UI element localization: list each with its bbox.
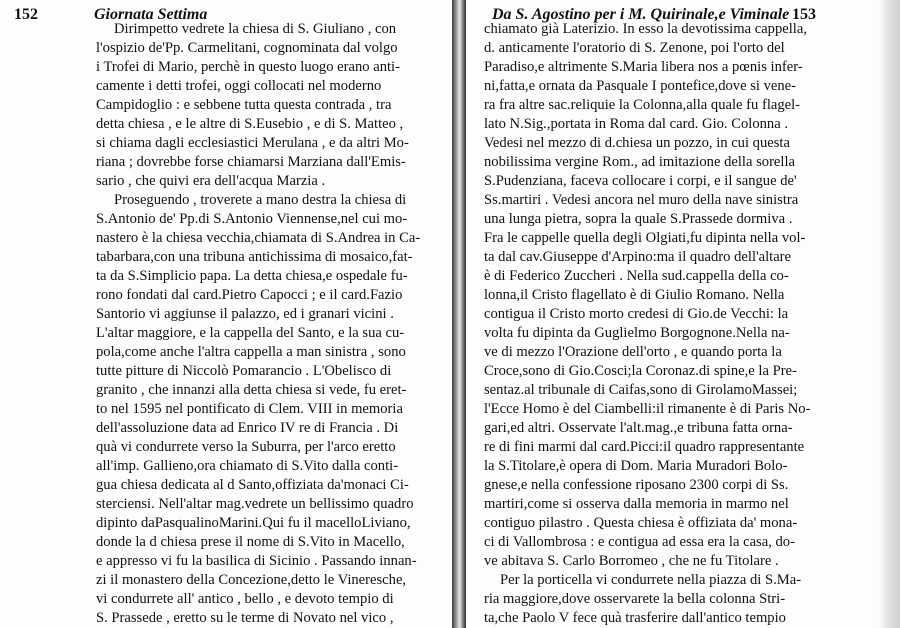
text-line: ni,fatta,e ornata da Pasquale I pontefice,dove si vene- — [484, 78, 797, 94]
text-line: riana ; dovrebbe forse chiamarsi Marziana dall'Emis- — [96, 154, 406, 170]
text-line: Santorio vi aggiunse il palazzo, ed i granari vicini . — [96, 306, 394, 322]
text-line: Paradiso,e altrimente S.Maria libera nos a pœnis infer- — [484, 59, 803, 75]
text-line: Fra le cappelle quella degli Olgiati,fu dipinta nella vol- — [484, 230, 806, 246]
text-line: camente i detti trofei, oggi collocati nel moderno — [96, 78, 382, 94]
text-line: donde la d chiesa prese il nome di S.Vito in Macello, — [96, 534, 405, 550]
text-line: S. Prassede , eretto su le terme di Novato nel vico , — [96, 610, 394, 626]
text-line: all'imp. Gallieno,ora chiamato di S.Vito dalla conti- — [96, 458, 399, 474]
text-line: S.Antonio de' Pp.di S.Antonio Viennense,nel cui mo- — [96, 211, 408, 227]
text-line: Proseguendo , troverete a mano destra la chiesa di — [114, 192, 407, 208]
right-page — [466, 0, 900, 628]
text-line: Dirimpetto vedrete la chiesa di S. Giuliano , con — [114, 21, 397, 37]
text-line: l'ospizio de'Pp. Carmelitani, cognominata dal volgo — [96, 40, 398, 56]
text-line: dipinto daPasqualinoMarini.Qui fu il macelloLiviano, — [96, 515, 411, 531]
text-line: si chiama dagli ecclesiastici Merulana , e da altri Mo- — [96, 135, 409, 151]
text-line: sterciensi. Nell'altar mag.vedrete un bellissimo quadro — [96, 496, 414, 512]
text-line: dell'assoluzione data ad Enrico IV re di Francia . Di — [96, 420, 399, 436]
text-line: Ss.martiri . Vedesi ancora nel muro della nave sinistra — [484, 192, 799, 208]
text-line: pola,come anche l'altra cappella a man sinistra , sono — [96, 344, 406, 360]
text-line: zi il monastero della Concezione,detto le Vineresche, — [96, 572, 407, 588]
text-line: Per la porticella vi condurrete nella piazza di S.Ma- — [500, 572, 802, 588]
text-line: detta chiesa , e le altre di S.Eusebio , e di S. Matteo , — [96, 116, 404, 132]
right-page-body — [484, 20, 810, 628]
text-line: sentaz.al tribunale di Caifas,sono di GirolamoMassei; — [484, 382, 798, 398]
text-line: to nel 1595 nel pontificato di Clem. VIII in memoria — [96, 401, 403, 417]
text-line: ra fra altre sac.reliquie la Colonna,alla quale fu flagel- — [484, 97, 801, 113]
text-line: Croce,sono di Gio.Cosci;la Coronaz.di spine,e la Pre- — [484, 363, 797, 379]
text-line: tutte pitture di Niccolò Pomarancio . L'Obelisco di — [96, 363, 392, 379]
right-running-title: Da S. Agostino per i M. Quirinale,e Viminale — [492, 6, 790, 23]
text-line: la S.Titolare,è opera di Dom. Maria Muradori Bolo- — [484, 458, 788, 474]
text-line: granito , che innanzi alla detta chiesa si vede, fu eret- — [96, 382, 407, 398]
text-line: rono fondati dal card.Pietro Capocci ; e il card.Fazio — [96, 287, 403, 303]
text-line: ci di Vallombrosa : e contigua ad essa era la casa, do- — [484, 534, 795, 550]
text-line: tabarbara,con una tribuna antichissima di mosaico,fat- — [96, 249, 413, 265]
text-line: ta,che Paolo V fece quà trasferire dall'antico tempio — [484, 610, 786, 626]
text-line: gari,ed altri. Osservate l'alt.mag.,e tribuna fatta orna- — [484, 420, 793, 436]
text-line: chiamato già Laterizio. In esso la devotissima cappella, — [484, 21, 807, 37]
text-line: Campidoglio : e sebbene tutta questa contrada , tra — [96, 97, 392, 113]
text-line: martiri,come si osserva dalla memoria in marmo nel — [484, 496, 789, 512]
text-line: lonna,il Cristo flagellato è di Giulio Romano. Nella — [484, 287, 785, 303]
right-page-number: 153 — [792, 6, 816, 23]
text-line: ve abitava S. Carlo Borromeo , che ne fu Titolare . — [484, 553, 779, 569]
text-line: e appresso vi fu la basilica di Sicinio . Passando innan- — [96, 553, 417, 569]
text-line: d. anticamente l'oratorio di S. Zenone, poi l'orto del — [484, 40, 785, 56]
text-line: l'Ecce Homo è del Ciambelli:il rimanente è di Paris No- — [484, 401, 811, 417]
text-line: i Trofei di Mario, perchè in questo luogo erano anti- — [96, 59, 400, 75]
text-line: ta da S.Simplicio papa. La detta chiesa,e ospedale fu- — [96, 268, 408, 284]
page-right-edge — [878, 0, 900, 628]
text-line: gua chiesa dedicata al d Santo,offiziata da'monaci Ci- — [96, 477, 409, 493]
left-page-body — [96, 20, 420, 628]
text-line: Vedesi nel mezzo di d.chiesa un pozzo, in cui questa — [484, 135, 790, 151]
text-line: re di fini marmi dal card.Picci:il quadro rappresentante — [484, 439, 805, 455]
text-line: S.Pudenziana, faceva collocare i corpi, e il sangue de' — [484, 173, 797, 189]
text-line: ta dal cav.Giuseppe d'Arpino:ma il quadro dell'altare — [484, 249, 792, 265]
book-gutter — [452, 0, 466, 628]
left-page-number: 152 — [14, 6, 38, 23]
text-line: ve di mezzo l'Orazione dell'orto , e quando porta la — [484, 344, 782, 360]
text-line: è di Federico Zuccheri . Nella sud.cappella della co- — [484, 268, 789, 284]
text-line: sario , che quivi era dell'acqua Marzia . — [96, 173, 326, 189]
text-line: nobilissima vergine Rom., ad imitazione della sorella — [484, 154, 795, 170]
text-line: lato N.Sig.,portata in Roma dal card. Gio. Colonna . — [484, 116, 788, 132]
text-line: contiguo pilastro . Questa chiesa è offiziata da' mona- — [484, 515, 798, 531]
text-line: una lunga pietra, sopra la quale S.Prassede dormiva . — [484, 211, 793, 227]
text-line: contigua il Cristo morto credesi di Gio.de Vecchi: la — [484, 306, 789, 322]
text-line: ria maggiore,dove osservarete la bella colonna Stri- — [484, 591, 786, 607]
text-line: vi condurrete all' antico , bello , e devoto tempio di — [96, 591, 394, 607]
text-line: volta fu dipinta da Guglielmo Borgognone.Nella na- — [484, 325, 790, 341]
text-line: L'altar maggiore, e la cappella del Santo, e la sua cu- — [96, 325, 405, 341]
text-line: gnese,e nella confessione riposano 2300 corpi di Ss. — [484, 477, 789, 493]
text-line: nastero è la chiesa vecchia,chiamata di S.Andrea in Ca- — [96, 230, 421, 246]
text-line: quà vi condurrete verso la Suburra, per l'arco eretto — [96, 439, 396, 455]
left-running-title: Giornata Settima — [94, 6, 208, 23]
